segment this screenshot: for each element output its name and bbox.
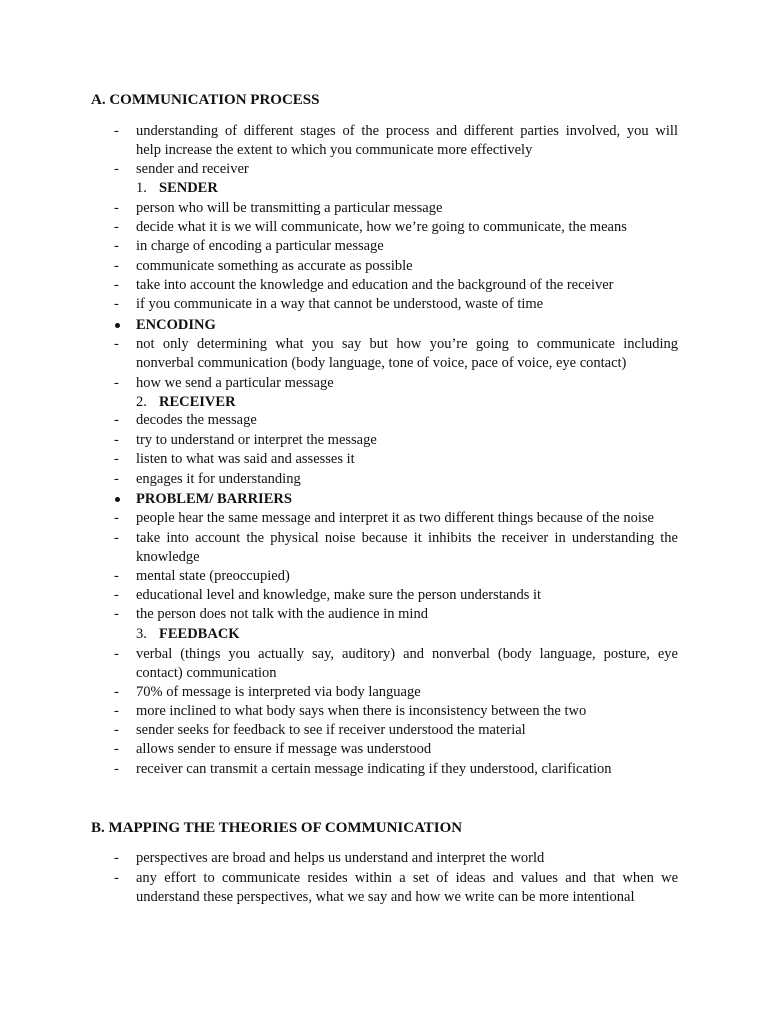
list-item-text: the person does not talk with the audience in mind: [136, 606, 428, 622]
bullet-heading-title: ENCODING: [136, 317, 216, 333]
list-item-text: people hear the same message and interpret it as two different things because of the noise: [136, 510, 654, 526]
list-item-text: communicate something as accurate as possible: [136, 258, 413, 274]
dash-marker: -: [114, 510, 119, 526]
list-item-text: if you communicate in a way that cannot be understood, waste of time: [136, 296, 544, 312]
dash-marker: -: [114, 741, 119, 757]
list-item-text: understand these perspectives, what we say and how we write can be more intentional: [136, 889, 635, 905]
heading-number: 3.: [136, 626, 147, 642]
dash-marker: -: [114, 606, 119, 622]
list-item-text: not only determining what you say but how you’re going to communicate including: [136, 336, 678, 352]
dash-marker: -: [114, 238, 119, 254]
heading-title: SENDER: [159, 180, 218, 196]
list-item-text: perspectives are broad and helps us understand and interpret the world: [136, 850, 545, 866]
list-item-text: any effort to communicate resides within a set of ideas and values and that when we: [136, 870, 678, 886]
list-item-text: sender and receiver: [136, 161, 249, 177]
list-item-text: receiver can transmit a certain message indicating if they understood, clarification: [136, 761, 612, 777]
heading-number: 1.: [136, 180, 147, 196]
list-item-text: verbal (things you actually say, auditory) and nonverbal (body language, posture, eye: [136, 646, 678, 662]
heading-title: FEEDBACK: [159, 626, 240, 642]
section-b-title: B. MAPPING THE THEORIES OF COMMUNICATION: [91, 820, 463, 836]
list-item-text: allows sender to ensure if message was understood: [136, 741, 432, 757]
dash-marker: -: [114, 530, 119, 546]
list-item-text: understanding of different stages of the process and different parties involved, you will: [136, 123, 678, 139]
dash-marker: -: [114, 870, 119, 886]
list-item-text: decodes the message: [136, 412, 257, 428]
list-item-text: nonverbal communication (body language, tone of voice, pace of voice, eye contact): [136, 355, 627, 371]
dash-marker: -: [114, 219, 119, 235]
list-item-text: decide what it is we will communicate, how we’re going to communicate, the means: [136, 219, 627, 235]
bullet-heading-title: PROBLEM/ BARRIERS: [136, 491, 292, 507]
list-item-text: knowledge: [136, 549, 200, 565]
dash-marker: -: [114, 200, 119, 216]
dash-marker: -: [114, 684, 119, 700]
dash-marker: -: [114, 375, 119, 391]
list-item-text: contact) communication: [136, 665, 277, 681]
list-item-text: how we send a particular message: [136, 375, 334, 391]
dash-marker: -: [114, 568, 119, 584]
list-item-text: sender seeks for feedback to see if receiver understood the material: [136, 722, 526, 738]
list-item-text: engages it for understanding: [136, 471, 301, 487]
dash-marker: -: [114, 471, 119, 487]
dash-marker: -: [114, 703, 119, 719]
bullet-icon: [115, 497, 120, 502]
dash-marker: -: [114, 161, 119, 177]
list-item-text: educational level and knowledge, make sure the person understands it: [136, 587, 542, 603]
dash-marker: -: [114, 646, 119, 662]
dash-marker: -: [114, 722, 119, 738]
list-item-text: listen to what was said and assesses it: [136, 451, 355, 467]
list-item-text: more inclined to what body says when there is inconsistency between the two: [136, 703, 587, 719]
dash-marker: -: [114, 123, 119, 139]
heading-number: 2.: [136, 394, 147, 410]
dash-marker: -: [114, 850, 119, 866]
dash-marker: -: [114, 296, 119, 312]
dash-marker: -: [114, 761, 119, 777]
dash-marker: -: [114, 258, 119, 274]
list-item-text: try to understand or interpret the message: [136, 432, 377, 448]
bullet-icon: [115, 323, 120, 328]
dash-marker: -: [114, 451, 119, 467]
list-item-text: help increase the extent to which you communicate more effectively: [136, 142, 533, 158]
list-item-text: mental state (preoccupied): [136, 568, 290, 584]
list-item-text: in charge of encoding a particular message: [136, 238, 384, 254]
dash-marker: -: [114, 277, 119, 293]
list-item-text: take into account the knowledge and education and the background of the receiver: [136, 277, 614, 293]
list-item-text: person who will be transmitting a particular message: [136, 200, 443, 216]
section-a-title: A. COMMUNICATION PROCESS: [91, 92, 320, 108]
list-item-text: 70% of message is interpreted via body language: [136, 684, 421, 700]
dash-marker: -: [114, 336, 119, 352]
dash-marker: -: [114, 587, 119, 603]
list-item-text: take into account the physical noise because it inhibits the receiver in understanding the: [136, 530, 678, 546]
dash-marker: -: [114, 412, 119, 428]
heading-title: RECEIVER: [159, 394, 236, 410]
dash-marker: -: [114, 432, 119, 448]
